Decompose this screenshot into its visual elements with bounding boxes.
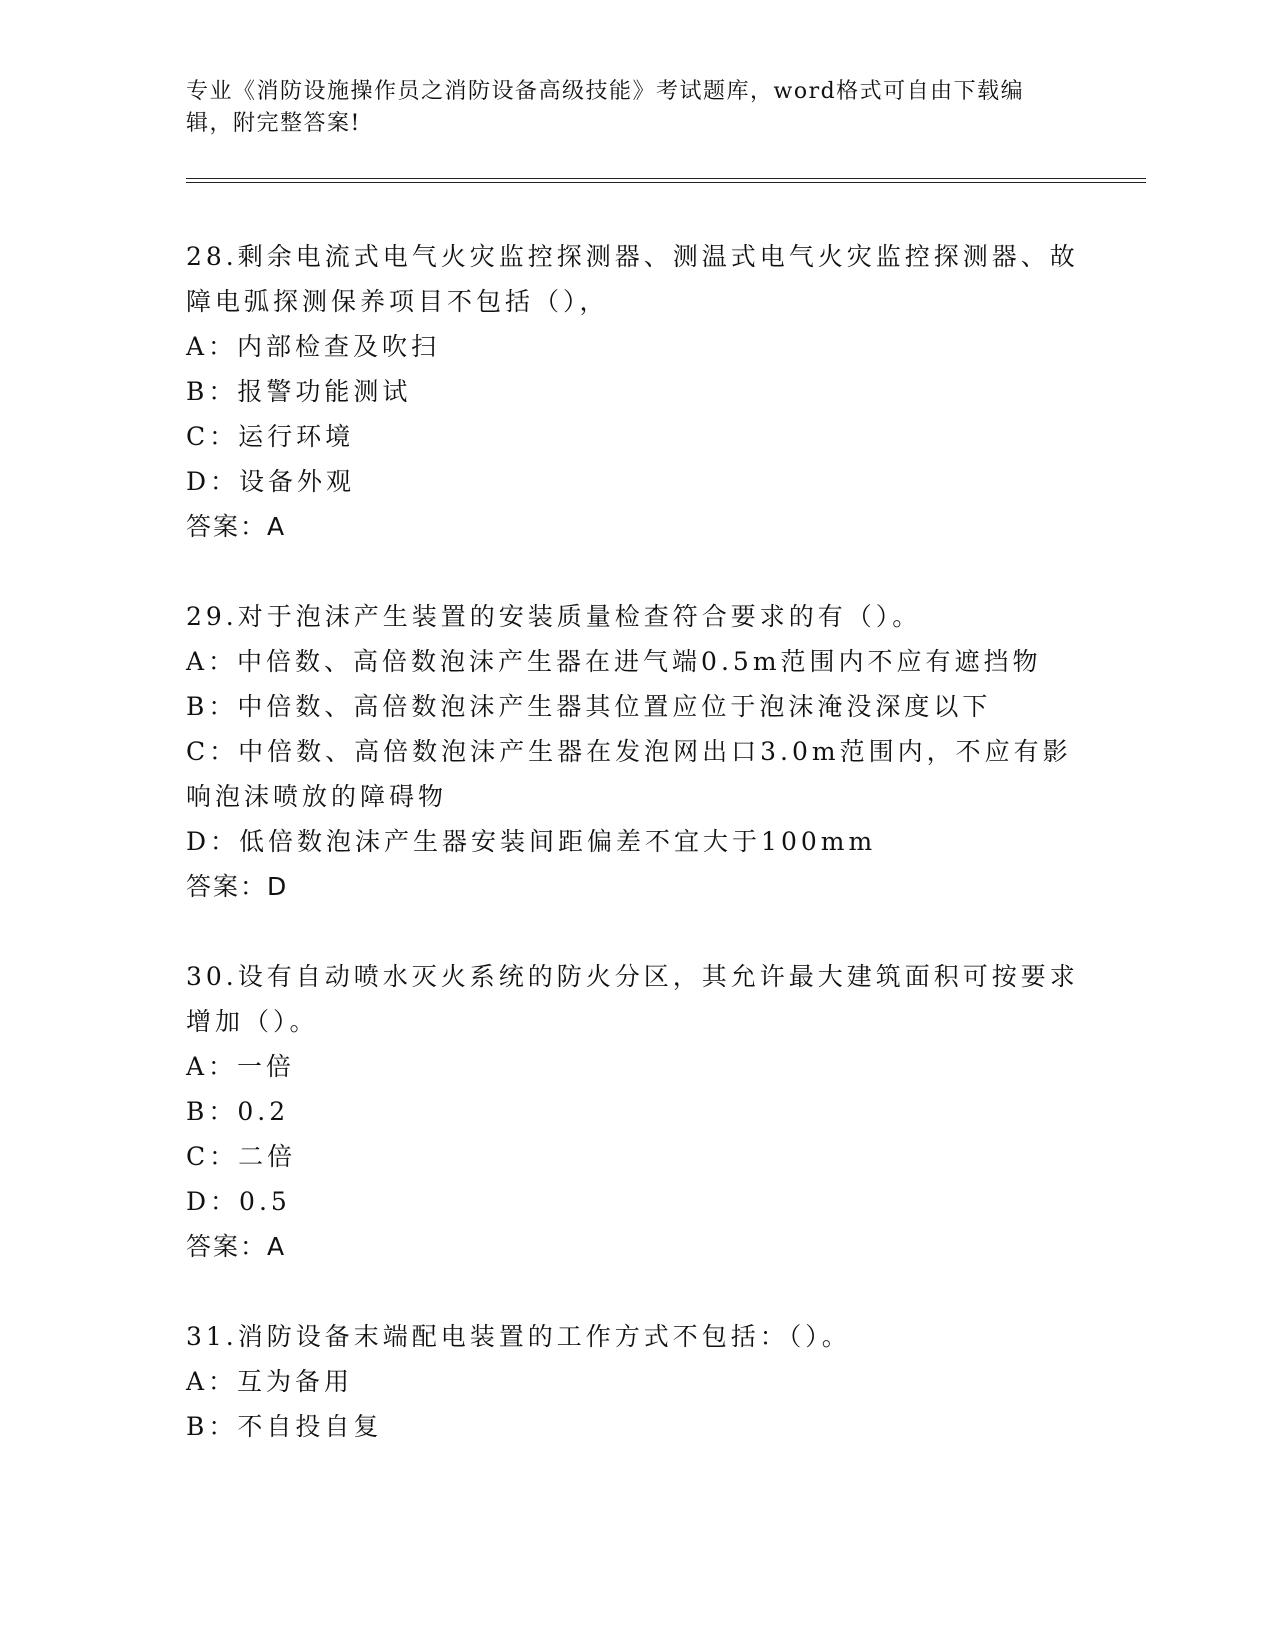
option-a: A：一倍	[186, 1052, 296, 1081]
option-c: C：二倍	[186, 1142, 297, 1171]
option-d: D：0.5	[186, 1187, 291, 1216]
document-header	[186, 76, 1066, 140]
question-stem: 31.消防设备末端配电装置的工作方式不包括：（）。	[186, 1322, 851, 1351]
question-list	[186, 234, 1086, 1494]
question-31	[186, 1314, 1086, 1449]
question-30	[186, 954, 1086, 1269]
option-a: A：中倍数、高倍数泡沫产生器在进气端0.5m范围内不应有遮挡物	[186, 647, 1042, 676]
question-29	[186, 594, 1086, 909]
option-b: B：中倍数、高倍数泡沫产生器其位置应位于泡沫淹没深度以下	[186, 692, 992, 721]
answer: 答案：A	[186, 512, 287, 541]
header-line-1: 专业《消防设施操作员之消防设备高级技能》考试题库，word格式可自由下载编	[186, 79, 1025, 104]
question-stem-continued: 障电弧探测保养项目不包括（），	[186, 287, 609, 316]
option-b: B：不自投自复	[186, 1412, 383, 1441]
option-b: B：报警功能测试	[186, 377, 412, 406]
question-stem-continued: 增加（）。	[186, 1007, 319, 1036]
question-28	[186, 234, 1086, 549]
question-stem: 28.剩余电流式电气火灾监控探测器、测温式电气火灾监控探测器、故	[186, 242, 1079, 271]
option-a: A：内部检查及吹扫	[186, 332, 441, 361]
answer: 答案：D	[186, 872, 289, 901]
option-c: C：中倍数、高倍数泡沫产生器在发泡网出口3.0m范围内，不应有影	[186, 737, 1072, 766]
option-d: D：设备外观	[186, 467, 356, 496]
question-stem: 30.设有自动喷水灭火系统的防火分区，其允许最大建筑面积可按要求	[186, 962, 1079, 991]
option-a: A：互为备用	[186, 1367, 354, 1396]
header-divider	[186, 178, 1146, 183]
option-b: B：0.2	[186, 1097, 290, 1126]
option-c-continued: 响泡沫喷放的障碍物	[186, 782, 448, 811]
option-c: C：运行环境	[186, 422, 355, 451]
question-stem: 29.对于泡沫产生装置的安装质量检查符合要求的有（）。	[186, 602, 922, 631]
header-line-2: 辑，附完整答案!	[186, 111, 361, 136]
option-d: D：低倍数泡沫产生器安装间距偏差不宜大于100mm	[186, 827, 877, 856]
answer: 答案：A	[186, 1232, 287, 1261]
